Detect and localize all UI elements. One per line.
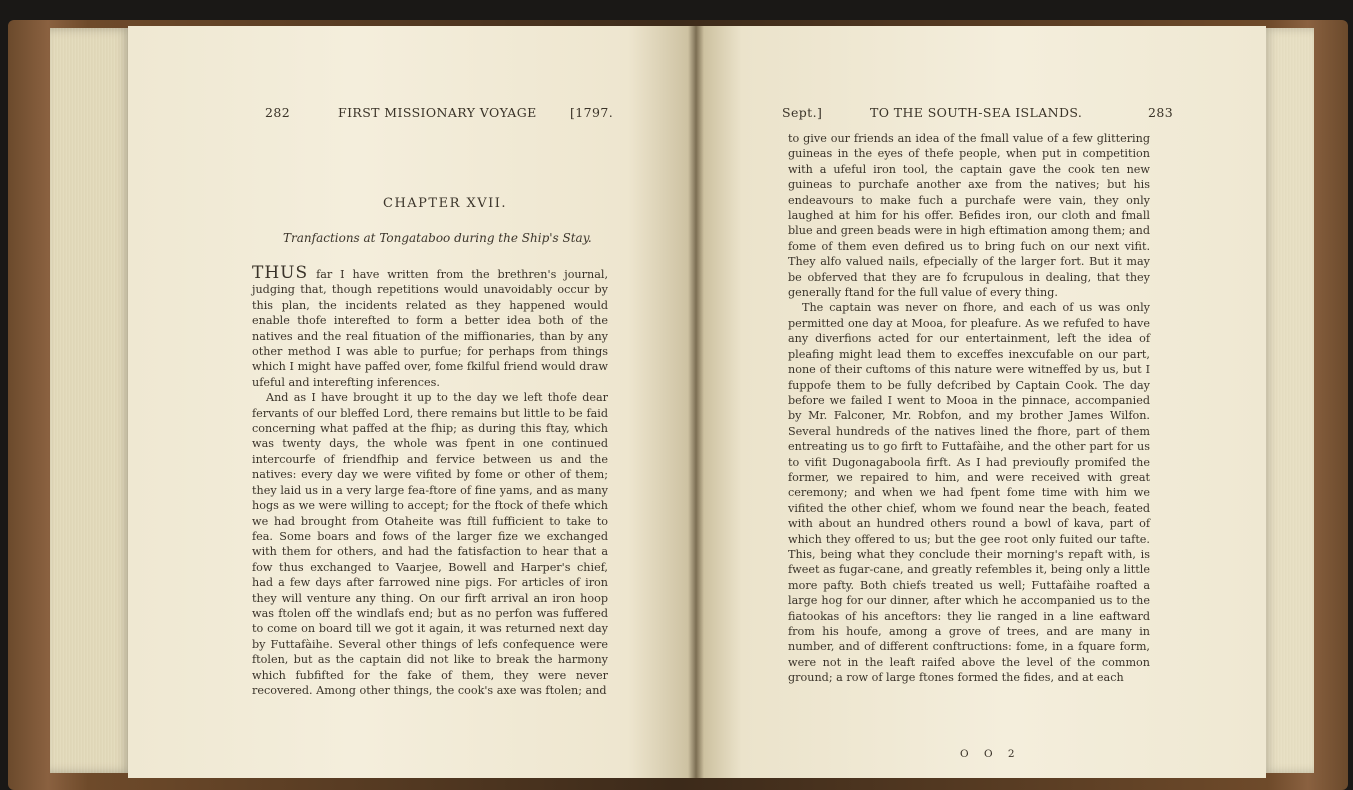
right-page-edges — [1262, 28, 1314, 773]
right-running-month: Sept.] — [782, 105, 823, 120]
signature-mark: O O 2 — [960, 748, 1021, 760]
right-paragraph-2: The captain was never on fhore, and each of us was only permitted one day at Mooa, for pleafure. As we refufed to have any diverfions acted for our entertainment, left the idea of pleafing might lead them to exceffes inexcufable on our part, none of their cuftoms of this nature were witneffed by us, but I fuppofe them to be fully defcribed by Captain Cook. The day before we failed I went to Mooa in the pinnace, accompanied by Mr. Falconer, Mr. Robfon, and my brother James Wilfon. Several hundreds of the natives lined the fhore, part of them entreating us to go firft to Futtafàihe, and the other part for us to vifit Dugonagaboola firft. As I had previoufly promifed the former, we repaired to him, and were received with great ceremony; and when we had fpent fome time with him we vifited the other chief, whom we found near the beach, feated with about an hundred others round a bowl of kava, part of which they offered to us; but the gee root only fuited our tafte. This, being what they conclude their morning's repaft with, is fweet as fugar-cane, and greatly refembles it, being only a little more pafty. Both chiefs treated us well; Futtafàihe roafted a large hog for our dinner, after which he accompanied us to the fiatookas of his anceftors: they lie ranged in a line eaftward from his houfe, among a grove of trees, and are many in number, and of different conftructions: fome, in a fquare form, were not in the leaft raifed above the level of the common ground; a row of large ftones formed the fides, and at each — [788, 301, 1150, 685]
left-page-edges — [50, 28, 132, 773]
left-body-text — [252, 263, 608, 698]
chapter-heading: CHAPTER XVII. — [383, 196, 508, 211]
right-running-title: TO THE SOUTH-SEA ISLANDS. — [870, 105, 1083, 120]
left-running-title: FIRST MISSIONARY VOYAGE — [338, 105, 537, 120]
chapter-subtitle: Tranfactions at Tongataboo during the Ship's Stay. — [283, 231, 592, 245]
right-page-number: 283 — [1148, 105, 1174, 120]
left-running-year: [1797. — [570, 105, 614, 120]
left-paragraph-1-text: far I have written from the brethren's journal, judging that, though repetitions would unavoidably occur by this plan, the incidents related as they happened would enable thofe interefted to form a better idea both of the natives and the real fituation of the miffionaries, than by any other method I was able to purfue; for perhaps from things which I might have paffed over, fome fkilful friend would draw ufeful and interefting inferences. — [252, 268, 608, 389]
right-paragraph-1: to give our friends an idea of the fmall value of a few glittering guineas in the eyes of thefe people, when put in competition with a ufeful iron tool, the captain gave the cook ten new guineas to purchafe another axe from the natives; but his endeavours to make fuch a purchafe were vain, they only laughed at him for his offer. Befides iron, our cloth and fmall blue and green beads were in high eftimation among them; and fome of them even defired us to bring fuch on our next vifit. They alfo valued nails, efpecially of the larger fort. But it may be obferved that they are fo fcrupulous in dealing, that they generally ftand for the full value of every thing. — [788, 132, 1150, 300]
left-paragraph-1 — [252, 263, 608, 390]
left-paragraph-2: And as I have brought it up to the day we left thofe dear fervants of our bleffed Lord, there remains but little to be faid concerning what paffed at the fhip; as during this ftay, which was twenty days, the whole was fpent in one continued intercourfe of friendfhip and fervice between us and the natives: every day we were vifited by fome or other of them; they laid us in a very large fea-ftore of fine yams, and as many hogs as we were willing to accept; for the ftock of thefe which we had brought from Otaheite was ftill fufficient to take to fea. Some boars and fows of the larger fize we exchanged with them for others, and had the fatisfaction to hear that a fow thus exchanged to Vaarjee, Bowell and Harper's chief, had a few days after farrowed nine pigs. For articles of iron they will venture any thing. On our firft arrival an iron hoop was ftolen off the windlafs end; but as no perfon was fuffered to come on board till we got it again, it was returned next day by Futtafàihe. Several other things of lefs confequence were ftolen, but as the captain did not like to break the harmony which fubfifted for the fake of them, they were never recovered. Among other things, the cook's axe was ftolen; and — [252, 391, 608, 697]
dropcap-word: THUS — [252, 263, 309, 283]
book-gutter — [688, 26, 704, 778]
left-page-number: 282 — [265, 105, 291, 120]
right-body-text — [788, 131, 1150, 686]
